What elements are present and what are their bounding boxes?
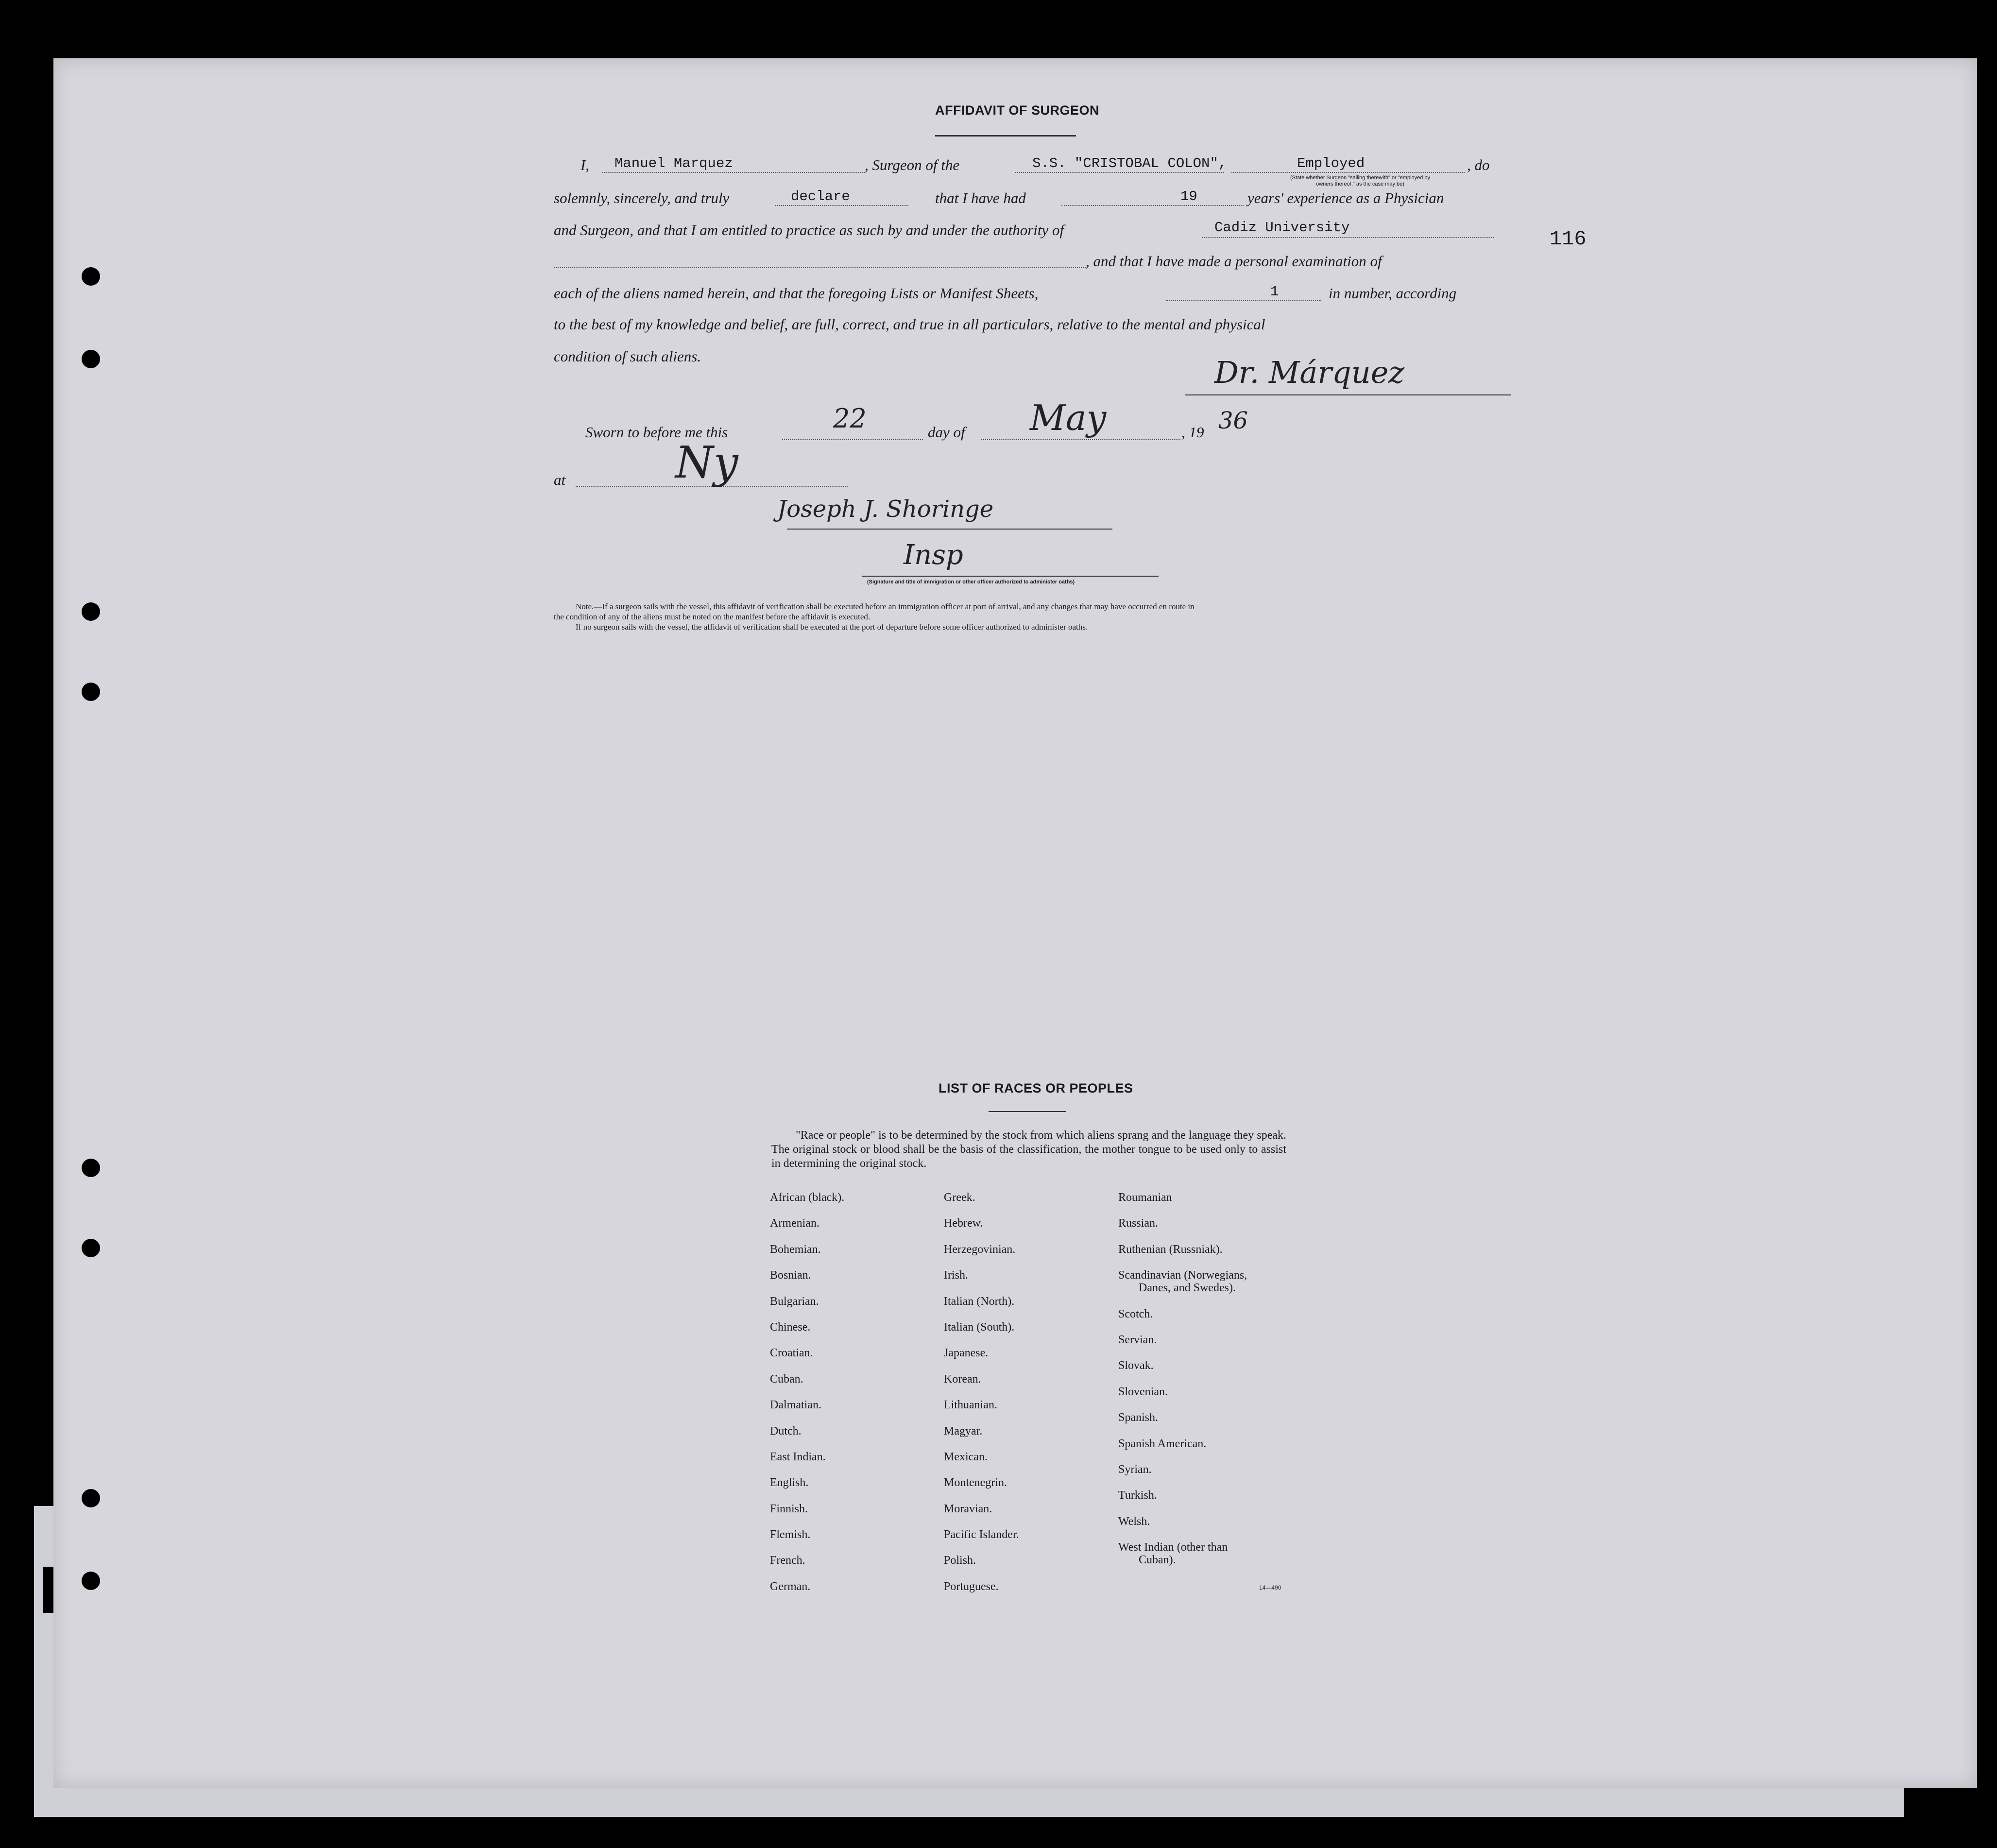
race-item: Servian. xyxy=(1118,1333,1157,1346)
races-intro: "Race or people" is to be determined by the stock from which aliens sprang and the language they speak. The original stock or blood shall be the basis of the classification, the mother tongue to be used only to assist in determining the original stock. xyxy=(771,1129,1286,1170)
page-number: 116 xyxy=(1550,227,1587,251)
race-item: Syrian. xyxy=(1118,1463,1152,1476)
race-item: Cuban). xyxy=(1139,1554,1176,1567)
race-item: Chinese. xyxy=(770,1320,811,1334)
race-item: Portuguese. xyxy=(944,1580,999,1593)
binder-tab xyxy=(43,1567,53,1613)
fill-line xyxy=(1061,204,1244,206)
race-item: Spanish. xyxy=(1118,1411,1159,1424)
fill-line xyxy=(782,438,923,440)
fill-line xyxy=(981,438,1180,440)
line5-prefix: each of the aliens named herein, and that the foregoing Lists or Manifest Sheets, xyxy=(554,285,1039,302)
sworn-day-of: day of xyxy=(928,424,965,441)
officer-title-line xyxy=(862,576,1159,577)
years-experience: 19 xyxy=(1180,188,1197,205)
race-item: Armenian. xyxy=(770,1217,819,1230)
line1-suffix: , do xyxy=(1467,156,1490,173)
race-item: Ruthenian (Russniak). xyxy=(1118,1243,1223,1256)
authority: Cadiz University xyxy=(1214,220,1350,236)
sworn-day: 22 xyxy=(833,403,867,434)
line4-suffix: , and that I have made a personal examination of xyxy=(1086,253,1382,270)
line2-mid: that I have had xyxy=(935,189,1026,206)
race-item: Spanish American. xyxy=(1118,1437,1207,1450)
race-item: Moravian. xyxy=(944,1502,992,1515)
race-item: West Indian (other than xyxy=(1118,1541,1228,1554)
signature-line xyxy=(1185,394,1511,395)
fill-line xyxy=(1166,299,1321,301)
binder-hole xyxy=(82,683,100,701)
race-item: Bohemian. xyxy=(770,1243,821,1256)
race-item: Herzegovinian. xyxy=(944,1243,1016,1256)
surgeon-status: Employed xyxy=(1297,155,1365,171)
race-item: Turkish. xyxy=(1118,1489,1157,1502)
race-item: Slovenian. xyxy=(1118,1385,1168,1398)
affidavit-note-3: If no surgeon sails with the vessel, the affidavit of verification shall be executed at the port of departure before some officer authorized to administer oaths. xyxy=(576,622,1088,632)
line2-prefix: solemnly, sincerely, and truly xyxy=(554,189,730,206)
sworn-prefix: Sworn to before me this xyxy=(585,424,728,441)
line1-prefix: I, xyxy=(580,156,590,173)
race-item: Lithuanian. xyxy=(944,1399,997,1412)
title-rule xyxy=(935,135,1076,137)
binder-hole xyxy=(82,1572,100,1590)
status-note-line2: owners thereof," as the case may be) xyxy=(1316,181,1404,187)
race-item: Magyar. xyxy=(944,1424,983,1437)
affidavit-note-2: the condition of any of the aliens must be noted on the manifest before the affidavit is executed. xyxy=(554,612,870,621)
line5-suffix: in number, according xyxy=(1329,285,1457,302)
race-item: Polish. xyxy=(944,1554,976,1567)
race-item: Mexican. xyxy=(944,1450,988,1463)
line1-mid: , Surgeon of the xyxy=(865,156,960,173)
signature-caption: (Signature and title of immigration or other officer authorized to administer oaths) xyxy=(867,579,1075,585)
races-column-2 xyxy=(944,1191,1019,1606)
fill-line xyxy=(1202,236,1494,238)
affidavit-note-1: Note.—If a surgeon sails with the vessel, this affidavit of verification shall be executed before an immigration officer at port of arrival, and any changes that may have occurred en route in xyxy=(576,602,1195,611)
race-item: Japanese. xyxy=(944,1347,989,1360)
line7: condition of such aliens. xyxy=(554,348,701,365)
at-place: Ny xyxy=(675,437,738,488)
declare-verb: declare xyxy=(791,188,850,205)
race-item: Italian (North). xyxy=(944,1295,1015,1308)
surgeon-signature: Dr. Márquez xyxy=(1214,355,1405,390)
race-item: Scotch. xyxy=(1118,1307,1153,1320)
race-item: Welsh. xyxy=(1118,1515,1150,1528)
race-item: Hebrew. xyxy=(944,1217,983,1230)
status-note xyxy=(1246,175,1474,188)
races-title-rule xyxy=(989,1111,1066,1112)
line3-prefix: and Surgeon, and that I am entitled to practice as such by and under the authority of xyxy=(554,222,1064,239)
race-item: East Indian. xyxy=(770,1450,826,1463)
race-item: Montenegrin. xyxy=(944,1476,1007,1489)
race-item: Scandinavian (Norwegians, xyxy=(1118,1269,1247,1282)
races-title: LIST OF RACES OR PEOPLES xyxy=(939,1081,1133,1095)
race-item: Italian (South). xyxy=(944,1320,1015,1334)
race-item: Cuban. xyxy=(770,1372,803,1386)
race-item: Danes, and Swedes). xyxy=(1139,1282,1236,1295)
race-item: Pacific Islander. xyxy=(944,1528,1019,1541)
surgeon-name: Manuel Marquez xyxy=(614,155,733,171)
line6: to the best of my knowledge and belief, are full, correct, and true in all particulars, relative to the mental and physical xyxy=(554,316,1265,333)
binder-hole xyxy=(82,1489,100,1507)
manifest-sheets-count: 1 xyxy=(1270,284,1279,300)
race-item: French. xyxy=(770,1554,805,1567)
race-item: Flemish. xyxy=(770,1528,811,1541)
race-item: Dutch. xyxy=(770,1424,802,1437)
officer-signature-line xyxy=(787,529,1112,530)
vessel-name: S.S. "CRISTOBAL COLON", xyxy=(1032,155,1227,171)
race-item: Bosnian. xyxy=(770,1269,811,1282)
at-label: at xyxy=(554,471,566,488)
sworn-month: May xyxy=(1030,397,1107,438)
races-column-3 xyxy=(1118,1191,1247,1579)
binder-hole xyxy=(82,1239,100,1257)
line2-suffix: years' experience as a Physician xyxy=(1247,189,1444,206)
race-item: Greek. xyxy=(944,1191,975,1204)
race-item: Roumanian xyxy=(1118,1191,1172,1204)
binder-hole xyxy=(82,1159,100,1177)
fill-line xyxy=(554,266,1086,268)
affidavit-title: AFFIDAVIT OF SURGEON xyxy=(935,103,1099,118)
race-item: Finnish. xyxy=(770,1502,808,1515)
race-item: Irish. xyxy=(944,1269,968,1282)
officer-signature: Joseph J. Shoringe xyxy=(777,496,994,523)
sworn-year: 36 xyxy=(1218,407,1248,434)
race-item: Slovak. xyxy=(1118,1359,1154,1372)
form-number: 14—490 xyxy=(1259,1584,1281,1591)
race-item: Bulgarian. xyxy=(770,1295,819,1308)
race-item: Croatian. xyxy=(770,1347,813,1360)
binder-hole xyxy=(82,350,100,368)
race-item: Korean. xyxy=(944,1372,981,1386)
race-item: Dalmatian. xyxy=(770,1399,821,1412)
binder-hole xyxy=(82,602,100,621)
officer-title: Insp xyxy=(904,539,963,571)
race-item: English. xyxy=(770,1476,809,1489)
races-column-1 xyxy=(770,1191,844,1606)
race-item: Russian. xyxy=(1118,1217,1159,1230)
binder-hole xyxy=(82,267,100,286)
race-item: German. xyxy=(770,1580,811,1593)
race-item: African (black). xyxy=(770,1191,845,1204)
status-note-line1: (State whether Surgeon "sailing therewith" or "employed by xyxy=(1290,175,1431,181)
sworn-year-prefix: , 19 xyxy=(1181,424,1204,441)
